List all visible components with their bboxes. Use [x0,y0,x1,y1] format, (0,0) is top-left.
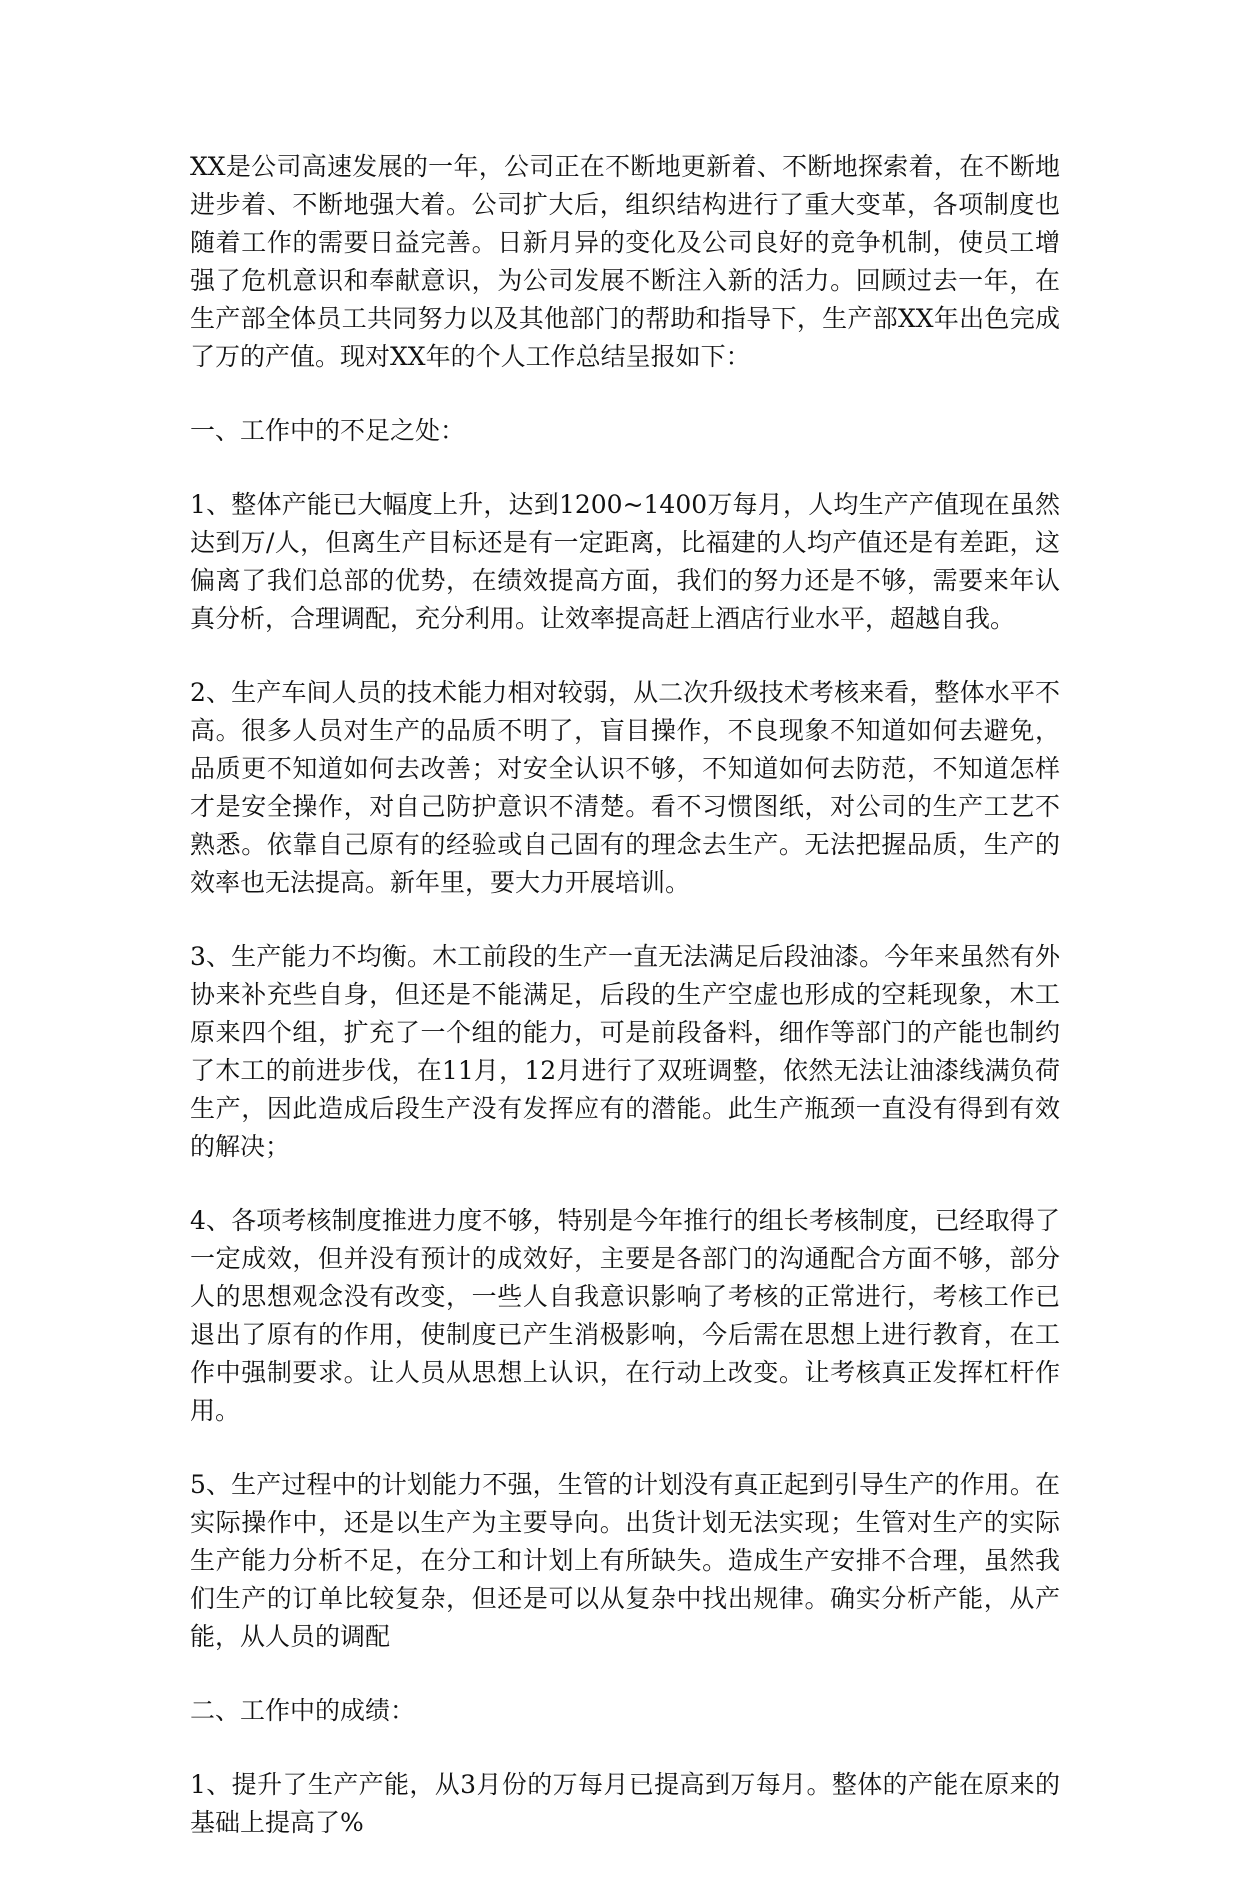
shortcoming-item-2: 2、生产车间人员的技术能力相对较弱，从二次升级技术考核来看，整体水平不高。很多人员对生产的品质不明了，盲目操作，不良现象不知道如何去避免，品质更不知道如何去改善；对安全认识不够，不知道如何去防范，不知道怎样才是安全操作，对自己防护意识不清楚。看不习惯图纸，对公司的生产工艺不熟悉。依靠自己原有的经验或自己固有的理念去生产。无法把握品质，生产的效率也无法提高。新年里，要大力开展培训。 [190,678,1060,897]
shortcoming-item-1: 1、整体产能已大幅度上升，达到1200~1400万每月，人均生产产值现在虽然达到万/人，但离生产目标还是有一定距离，比福建的人均产值还是有差距，这偏离了我们总部的优势，在绩效提高方面，我们的努力还是不够，需要来年认真分析，合理调配，充分利用。让效率提高赶上酒店行业水平，超越自我。 [190,490,1060,633]
achievement-item-1: 1、提升了生产产能，从3月份的万每月已提高到万每月。整体的产能在原来的基础上提高了% [190,1770,1060,1837]
section-heading-achievements: 二、工作中的成绩： [190,1696,416,1725]
section-heading-shortcomings: 一、工作中的不足之处： [190,416,466,445]
shortcoming-item-5: 5、生产过程中的计划能力不强，生管的计划没有真正起到引导生产的作用。在实际操作中，还是以生产为主要导向。出货计划无法实现；生管对生产的实际生产能力分析不足，在分工和计划上有所缺失。造成生产安排不合理，虽然我们生产的订单比较复杂，但还是可以从复杂中找出规律。确实分析产能，从产能，从人员的调配 [190,1470,1060,1651]
document-page [190,148,1060,1878]
shortcoming-item-4: 4、各项考核制度推进力度不够，特别是今年推行的组长考核制度，已经取得了一定成效，但并没有预计的成效好，主要是各部门的沟通配合方面不够，部分人的思想观念没有改变，一些人自我意识影响了考核的正常进行，考核工作已退出了原有的作用，使制度已产生消极影响，今后需在思想上进行教育，在工作中强制要求。让人员从思想上认识，在行动上改变。让考核真正发挥杠杆作用。 [190,1206,1060,1425]
intro-paragraph: XX是公司高速发展的一年，公司正在不断地更新着、不断地探索着，在不断地进步着、不断地强大着。公司扩大后，组织结构进行了重大变革，各项制度也随着工作的需要日益完善。日新月异的变化及公司良好的竞争机制，使员工增强了危机意识和奉献意识，为公司发展不断注入新的活力。回顾过去一年，在生产部全体员工共同努力以及其他部门的帮助和指导下，生产部XX年出色完成了万的产值。现对XX年的个人工作总结呈报如下： [190,152,1060,371]
shortcoming-item-3: 3、生产能力不均衡。木工前段的生产一直无法满足后段油漆。今年来虽然有外协来补充些自身，但还是不能满足，后段的生产空虚也形成的空耗现象，木工原来四个组，扩充了一个组的能力，可是前段备料，细作等部门的产能也制约了木工的前进步伐，在11月，12月进行了双班调整，依然无法让油漆线满负荷生产，因此造成后段生产没有发挥应有的潜能。此生产瓶颈一直没有得到有效的解决； [190,942,1060,1161]
